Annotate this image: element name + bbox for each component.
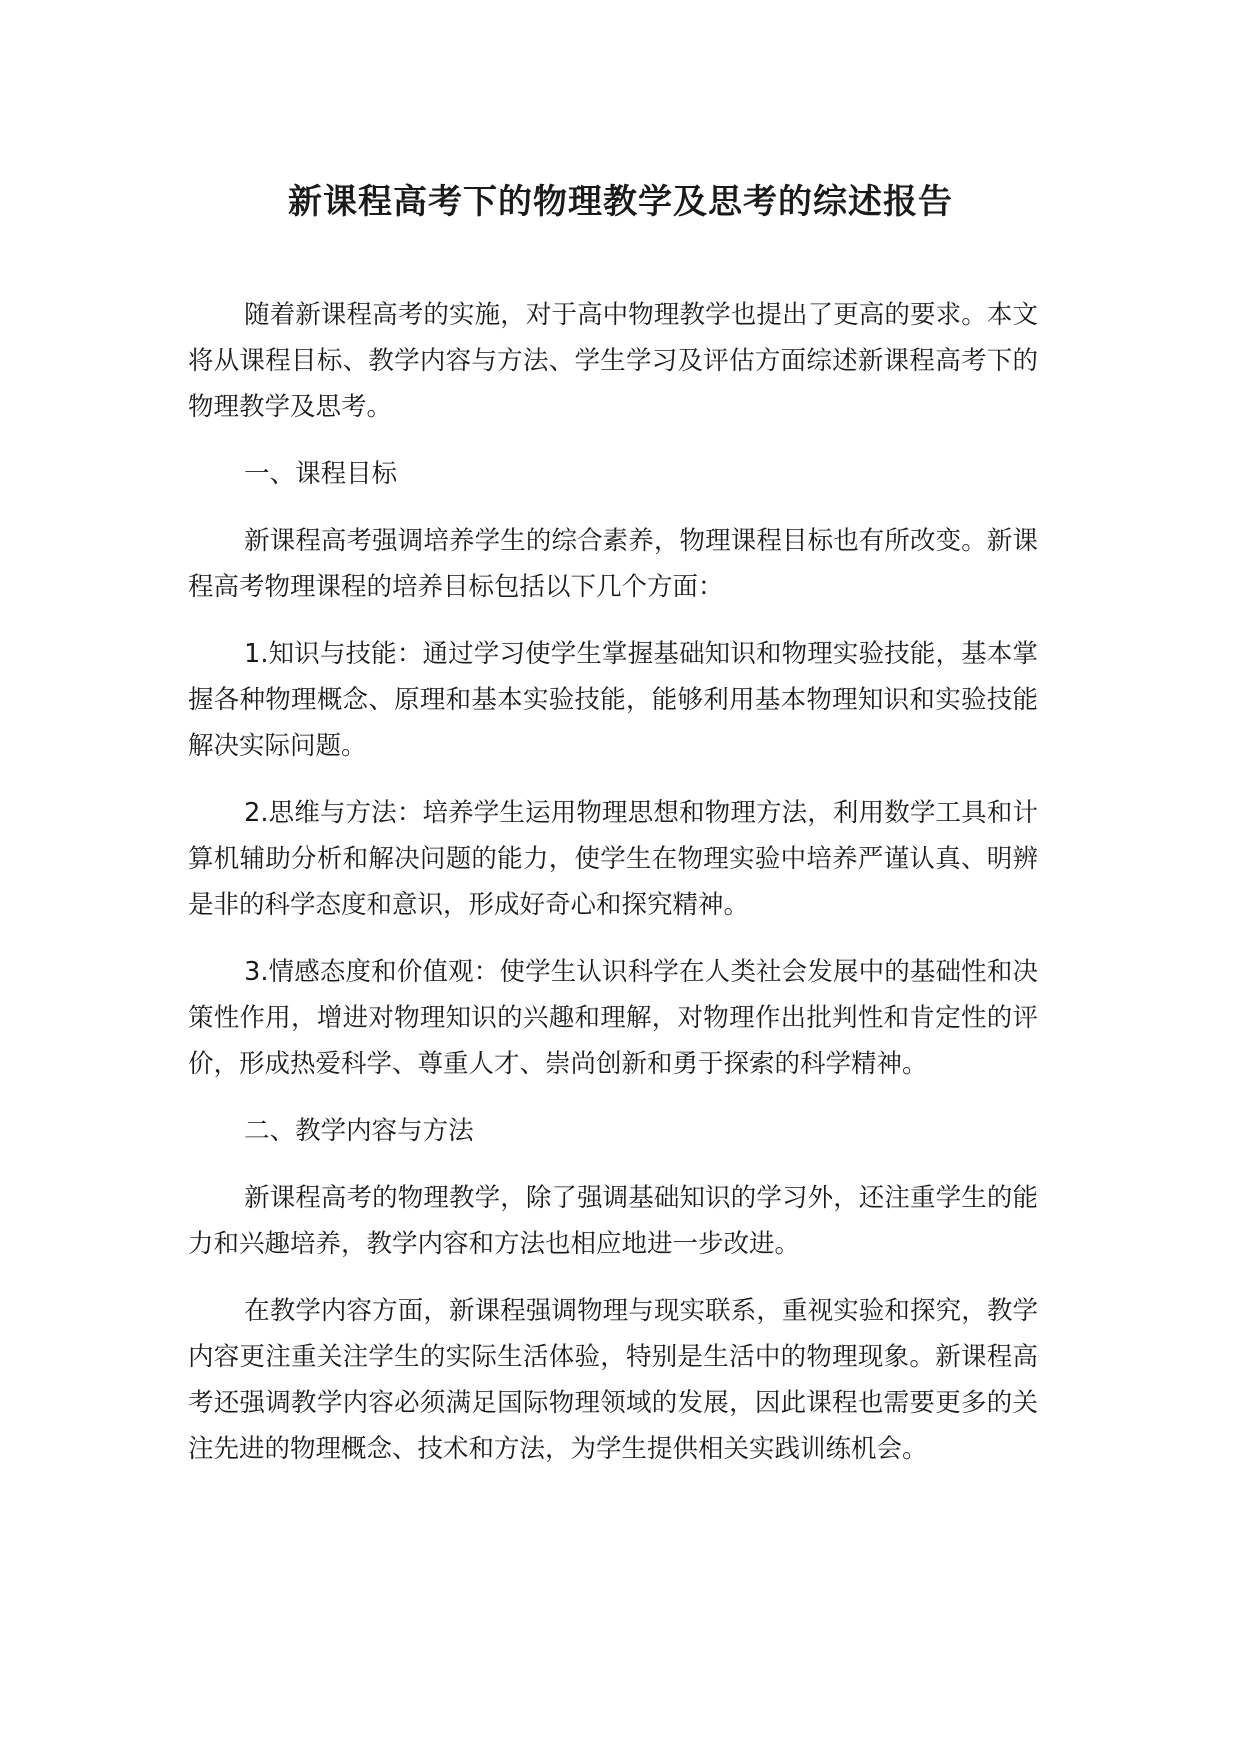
document-title: 新课程高考下的物理教学及思考的综述报告 — [288, 182, 953, 222]
section-heading-content-methods: 二、教学内容与方法 — [244, 1116, 474, 1146]
document-body — [188, 292, 1038, 1493]
content-methods-paragraph-2: 在教学内容方面，新课程强调物理与现实联系，重视实验和探究，教学内容更注重关注学生的实际生活体验，特别是生活中的物理现象。新课程高考还强调教学内容必须满足国际物理领域的发展，因此课程也需要更多的关注先进的物理概念、技术和方法，为学生提供相关实践训练机会。 — [188, 1296, 1038, 1464]
course-goals-paragraph: 新课程高考强调培养学生的综合素养，物理课程目标也有所改变。新课程高考物理课程的培养目标包括以下几个方面： — [188, 526, 1038, 602]
section-heading-course-goals: 一、课程目标 — [244, 459, 398, 489]
goal-item-knowledge-skills: 1.知识与技能：通过学习使学生掌握基础知识和物理实验技能，基本掌握各种物理概念、原理和基本实验技能，能够利用基本物理知识和实验技能解决实际问题。 — [188, 639, 1038, 761]
goal-item-thinking-methods: 2.思维与方法：培养学生运用物理思想和物理方法，利用数学工具和计算机辅助分析和解决问题的能力，使学生在物理实验中培养严谨认真、明辨是非的科学态度和意识，形成好奇心和探究精神。 — [188, 798, 1038, 920]
intro-paragraph: 随着新课程高考的实施，对于高中物理教学也提出了更高的要求。本文将从课程目标、教学内容与方法、学生学习及评估方面综述新课程高考下的物理教学及思考。 — [188, 300, 1038, 422]
content-methods-paragraph-1: 新课程高考的物理教学，除了强调基础知识的学习外，还注重学生的能力和兴趣培养，教学内容和方法也相应地进一步改进。 — [188, 1183, 1038, 1259]
goal-item-attitudes-values: 3.情感态度和价值观：使学生认识科学在人类社会发展中的基础性和决策性作用，增进对物理知识的兴趣和理解，对物理作出批判性和肯定性的评价，形成热爱科学、尊重人才、崇尚创新和勇于探索的科学精神。 — [188, 957, 1038, 1079]
